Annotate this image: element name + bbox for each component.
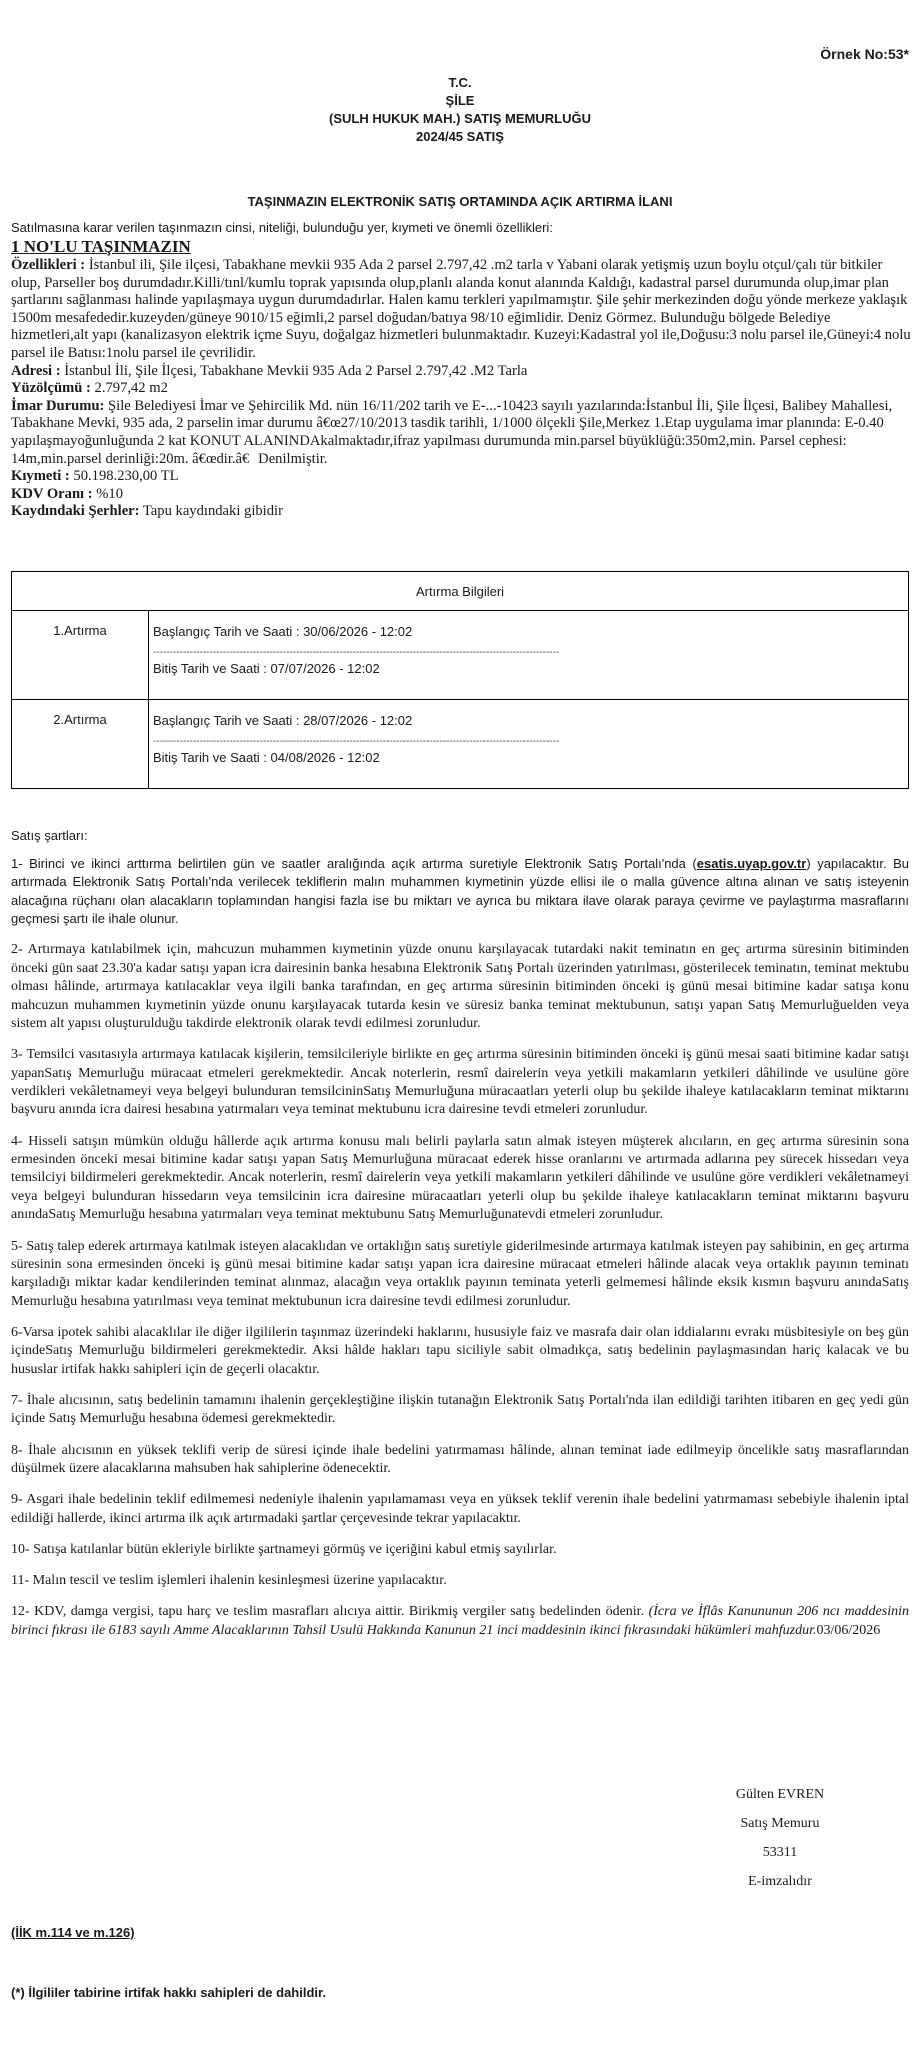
esign-note: E-imzalıdır <box>748 1874 812 1889</box>
auction-start-label-1: Başlangıç Tarih ve Saati : <box>153 624 304 639</box>
condition-4: 4- Hisseli satışın mümkün olduğu hâllerde açık artırma konusu malı belirli paylarla satın almak isteyen müşterek alıcıların, en geç artırma süresinin sona ermesinden önceki mesai bitimine kadar satışı yapan Satış Memurluğuna müracaat ederek hisse oranlarını ve artırmada adlarına pey sürecek hissedarı veya temsilciyi bildirmeleri gerekmektedir. Ancak noterlerin, resmî dairelerin veya yetkili makamların yetkileri dâhilinde ve usulüne göre verdikleri vekâletnameyi veya belgeyi bulunduran hissedarın veya temsilcinin icra dairesine müracaatları yeterli olup bu şekilde ihaleye katılacakların teminat miktarını başvuru anındaSatış Memurluğu hesabına yatırmaları veya teminat mektubunu Satış Memurluğunatevdi etmeleri zorunludur. <box>11 1133 909 1223</box>
auction-end-2 <box>153 749 908 767</box>
property-details <box>11 237 911 521</box>
document-header <box>0 74 920 146</box>
signer-role: Satış Memuru <box>740 1816 820 1831</box>
features-label: Özellikleri : <box>11 257 86 273</box>
zoning-value: Şile Belediyesi İmar ve Şehircilik Md. nün 16/11/202 tarih ve E-...-10423 sayılı yazılarında:İstanbul İli, Şile İlçesi, Balibey Mahallesi, Tabakhane Mevki, 935 ada, 2 parselin imar durumu â€œ27/10/2013 tasdik tarihli, 1/1000 ölçekli Şile,Merkez 1.Etap uygulama imar planında: E-0.40 yapılaşmayoğunluğunda 2 kat KONUT ALANINDAkalmaktadır,ifraz yapılması durumunda min.parsel büyüklüğü:350m2,min. Parsel cephesi: 14m,min.parsel derinliği:20m. â€œdir.â€Denilmiştir. <box>11 397 893 467</box>
header-line-tc: T.C. <box>448 75 472 90</box>
vat-value: %10 <box>92 485 124 502</box>
signer-name: Gülten EVREN <box>735 1787 825 1802</box>
auction-divider-1: -------------------------------------------------------------------------------------------------------------------------- <box>153 647 560 658</box>
condition-6: 6-Varsa ipotek sahibi alacaklılar ile diğer ilgililerin taşınmaz üzerindeki haklarını, hususiyle faiz ve masrafa dair olan iddialarını evrakı müsbitesiyle on beş gün içindeSatış Memurluğu bildirmeleri gerekmektedir. Aksi hâlde hakları tapu siciliyle sabit olmadıkça, satış bedelinin paylaşmasından hariç kalacak ve bu hususlar irtifak hakkı sahipleri için de geçerli olacaktır. <box>11 1324 909 1377</box>
footer-note: (*) İlgililer tabirine irtifak hakkı sahipleri de dahildir. <box>11 1985 326 2000</box>
condition-10: 10- Satışa katılanlar bütün ekleriyle birlikte şartnameyi görmüş ve içeriğini kabul etmiş sayılırlar. <box>11 1541 557 1557</box>
condition-1 <box>11 855 909 929</box>
auction-end-label-1: Bitiş Tarih ve Saati : <box>153 661 271 676</box>
auction-label-2: 2.Artırma <box>12 700 149 789</box>
condition-8: 8- İhale alıcısının en yüksek teklifi verip de süresi içinde ihale bedelini yatırmaması hâlinde, alınan teminat iade edilmeyip öncelikle satış masraflarından düşülmek üzere alacaklarına mahsuben hak sahiplerine ödenecektir. <box>11 1442 909 1476</box>
conditions-heading: Satış şartları: <box>11 828 88 843</box>
auction-divider-2: -------------------------------------------------------------------------------------------------------------------------- <box>153 736 560 747</box>
condition-1-text-b: ) yapılacaktır. Bu artırmada Elektronik Satış Portalı'nda verilecek tekliflerin malın muhammen kıymetinin yüzde ellisi ile o malla güvence altına alınan ve satış isteyenin alacağına rüçhanı olan alacakların toplamından hangisi fazla ise bu miktarı ve ayrıca bu miktara ilave olarak paraya çevirme ve paylaştırma masraflarını geçmesi şartı ile ihale olunur. <box>11 856 909 927</box>
vat-label: KDV Oranı : <box>11 485 93 502</box>
value-amount: 50.198.230,00 TL <box>69 468 179 485</box>
condition-12-text: 12- KDV, damga vergisi, tapu harç ve teslim masrafları alıcıya aittir. Birikmiş vergiler satış bedelinden ödenir. <box>11 1604 649 1620</box>
annotations-value: Tapu kaydındaki gibidir <box>139 503 283 520</box>
area-label: Yüzölçümü : <box>11 380 91 397</box>
auction-start-1 <box>153 623 908 641</box>
property-value <box>11 468 911 486</box>
sample-number: Örnek No:53* <box>820 46 909 62</box>
property-vat <box>11 486 911 504</box>
property-annotations <box>11 503 911 521</box>
condition-12-date: 03/06/2026 <box>816 1622 881 1638</box>
condition-2: 2- Artırmaya katılabilmek için, mahcuzun muhammen kıymetinin yüzde onunu karşılayacak tutardaki nakit teminatın en geç artırma süresinin bitiminden önceki gün saat 23.30'a kadar satışı yapan icra dairesinin banka hesabına Elektronik Satış Portalı üzerinden yatırılması, gösterilecek teminatın, teminat mektubu olması hâlinde, artırmaya katılacaklar veya ilgili banka tarafından, en geç artırma süresinin bitiminden önceki iş günü mesai bitimine kadar satışa konu mahcuzun muhammen kıymetinin yüzde onunu karşılayacak tutarda kesin ve süresiz banka teminat mektubunun, satışı yapan Satış Memurluğuelden veya sistem alt yapısı oluşturulduğu takdirde elektronik olarak tevdi edilmesi zorunludur. <box>11 942 909 1032</box>
auction-row-2 <box>12 700 909 789</box>
condition-5: 5- Satış talep ederek artırmaya katılmak isteyen alacaklıdan ve ortaklığın satış suretiyle giderilmesinde artırmaya katılmak isteyen pay sahibinin, en geç artırma süresinin sona ermesinden önceki iş günü mesai bitimine kadar satışı yapan icra dairesine müracaat etmeleri hâlinde alacak veya ortaklık payının teminatı karşıladığı miktar kadar kendilerinden teminat alınmaz, alacağın veya ortaklık payının teminata yeterli gelmemesi hâlinde eksik kısmın başvuru anındaSatış Memurluğu hesabına yatırılması veya teminat mektubunun icra dairesine tevdi edilmesi zorunludur. <box>11 1238 909 1309</box>
auction-table <box>11 571 909 789</box>
auction-start-label-2: Başlangıç Tarih ve Saati : <box>153 713 304 728</box>
property-zoning <box>11 398 911 468</box>
address-label: Adresi : <box>11 362 61 379</box>
property-address <box>11 363 911 381</box>
auction-table-header: Artırma Bilgileri <box>12 572 909 611</box>
header-line-file: 2024/45 SATIŞ <box>416 129 504 144</box>
condition-12-italic: (İcra ve İflâs Kanununun 206 ncı maddesinin birinci fıkrası ile 6183 sayılı Amme Alacaklarının Tahsil Usulü Hakkında Kanunun 21 inci maddesinin ikinci fıkrasındaki hükümleri mahfuzdur. <box>11 1604 910 1638</box>
auction-end-label-2: Bitiş Tarih ve Saati : <box>153 750 271 765</box>
auction-dates-1 <box>149 611 909 700</box>
auction-start-2 <box>153 712 908 730</box>
condition-7: 7- İhale alıcısının, satış bedelinin tamamını ihalenin gerçekleştiğine ilişkin tutanağın Elektronik Satış Portalı'nda ilan edildiği tarihten itibaren en geç yedi gün içinde Satış Memurluğu hesabına ödemesi gerekmektedir. <box>11 1392 909 1427</box>
sale-conditions <box>11 855 909 1653</box>
condition-9: 9- Asgari ihale bedelinin teklif edilmemesi nedeniyle ihalenin yapılamaması veya en yüksek teklif verenin ihale bedelini yatırmaması sebebiyle ihalenin iptal edildiği hallerde, ikinci artırma ilk açık artırmadaki şartlar çerçevesinde tekrar yapılacaktır. <box>11 1492 909 1526</box>
zoning-label: İmar Durumu: <box>11 397 105 414</box>
condition-1-text-a: 1- Birinci ve ikinci arttırma belirtilen gün ve saatler aralığında açık artırma suretiyle Elektronik Satış Portalı'nda ( <box>11 856 697 871</box>
condition-11: 11- Malın tescil ve teslim işlemleri ihalenin kesinleşmesi üzerine yapılacaktır. <box>11 1572 447 1588</box>
value-label: Kıymeti : <box>11 468 70 485</box>
auction-dates-2 <box>149 700 909 789</box>
auction-table-header-row <box>12 572 909 611</box>
property-area <box>11 380 911 398</box>
area-value: 2.797,42 m2 <box>90 380 168 397</box>
intro-text: Satılmasına karar verilen taşınmazın cinsi, niteliği, bulunduğu yer, kıymeti ve önemli özellikleri: <box>11 220 553 235</box>
header-line-office: (SULH HUKUK MAH.) SATIŞ MEMURLUĞU <box>329 111 591 126</box>
features-value: İstanbul ili, Şile ilçesi, Tabakhane mevkii 935 Ada 2 parsel 2.797,42 .m2 tarla v Yabani olarak yetişmiş uzun boylu otçul/çalı tür bitkiler olup, Parseller boş durumdadır.Killi/tınl/kumlu toprak yapısında olup,planlı alanda konut alanında Kaldığı, kadastral parsel durumunda olup,imar plan şartlarını sağlanması halinde yapılaşmaya uygun durumdadırlar. Halen kamu terkleri yapılmamıştır. Şile şehir merkezinden doğu yönde merkeze yaklaşık 1500m mesafededir.kuzeyden/güneye 9010/15 eğimli,2 parsel doğudan/batıya 98/10 eğimlidir. Deniz Görmez. Bulunduğu bölgede Belediye hizmetleri,alt yapı (kanalizasyon elektrik içme Suyu, doğalgaz hizmetleri bulunmaktadır. Kuzeyi:Kadastral yol ile,Doğusu:3 nolu parsel ile,Güneyi:4 nolu parsel ile Batısı:1nolu parsel ile çevrilidir. <box>11 257 911 361</box>
annotations-label: Kaydındaki Şerhler: <box>11 503 140 520</box>
condition-3: 3- Temsilci vasıtasıyla artırmaya katılacak kişilerin, temsilcileriyle birlikte en geç artırma süresinin bitiminden önceki iş günü mesai saati bitimine kadar satışı yapanSatış Memurluğu müracaat etmeleri gerekmektedir. Ancak noterlerin, resmî dairelerin veya yetkili makamların yetkileri dâhilinde ve usulüne göre verdikleri vekâletnameyi veya belgeyi bulunduran temsilcininSatış Memurluğuna müracaatları yeterli olup bu şekilde ihaleye katılacakların teminat miktarını başvuru anında icra dairesi hesabına yatırmaları veya teminat mektubunu icra dairesine tevdi etmeleri zorunludur. <box>11 1047 909 1118</box>
document-title: TAŞINMAZIN ELEKTRONİK SATIŞ ORTAMINDA AÇIK ARTIRMA İLANI <box>247 194 673 209</box>
auction-end-value-1: 07/07/2026 - 12:02 <box>270 661 380 676</box>
footer-legal-ref: (İİK m.114 ve m.126) <box>11 1925 135 1940</box>
property-features <box>11 257 911 363</box>
auction-start-value-1: 30/06/2026 - 12:02 <box>303 624 413 639</box>
condition-12 <box>11 1603 909 1640</box>
esatis-link[interactable]: esatis.uyap.gov.tr <box>696 856 807 871</box>
address-value: İstanbul İli, Şile İlçesi, Tabakhane Mevkii 935 Ada 2 Parsel 2.797,42 .M2 Tarla <box>60 362 528 379</box>
auction-row-1 <box>12 611 909 700</box>
auction-end-value-2: 04/08/2026 - 12:02 <box>270 750 380 765</box>
auction-start-value-2: 28/07/2026 - 12:02 <box>303 713 413 728</box>
lot-title: 1 NO'LU TAŞINMAZIN <box>11 237 191 256</box>
auction-label-1: 1.Artırma <box>12 611 149 700</box>
auction-end-1 <box>153 660 908 678</box>
signer-code: 53311 <box>762 1845 798 1860</box>
header-line-city: ŞİLE <box>445 93 475 108</box>
signature-block <box>680 1780 880 1896</box>
